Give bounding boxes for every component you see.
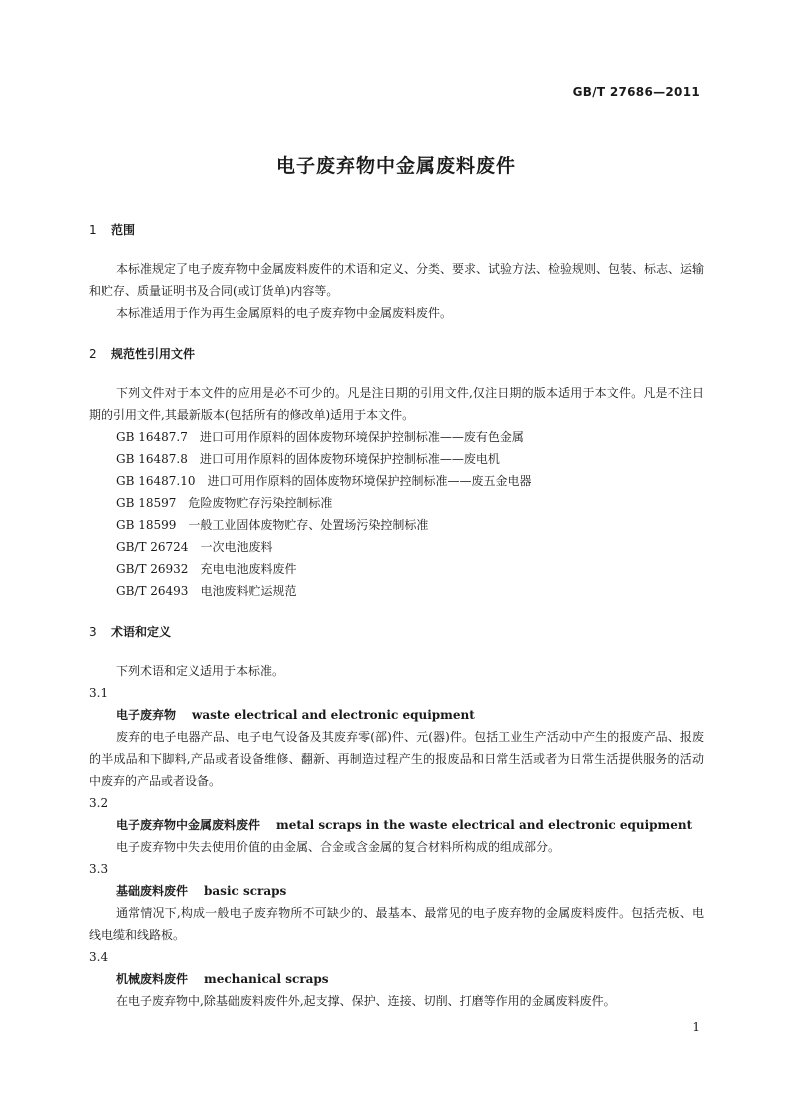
- reference-title: 一次电池废料: [200, 540, 273, 554]
- section-number: 3: [89, 625, 97, 639]
- scope-paragraph: 本标准适用于作为再生金属原料的电子废弃物中金属废料废件。: [116, 306, 453, 320]
- reference-item: [89, 580, 704, 602]
- terms-intro: 下列术语和定义适用于本标准。: [116, 664, 285, 678]
- reference-title: 进口可用作原料的固体废物环境保护控制标准——废五金电器: [207, 474, 532, 488]
- term-definition: 废弃的电子电器产品、电子电气设备及其废弃零(部)件、元(器)件。包括工业生产活动中产生的报废产品、报废的半成品和下脚料,产品或者设备维修、翻新、再制造过程产生的报废品和日常生活或者为日常生活提供服务的活动中废弃的产品或者设备。: [89, 730, 704, 788]
- reference-title: 电池废料贮运规范: [200, 584, 297, 598]
- term-definition: 电子废弃物中失去使用价值的由金属、合金或含金属的复合材料所构成的组成部分。: [116, 840, 561, 854]
- reference-item: [89, 536, 704, 558]
- reference-code: GB/T 26724: [116, 540, 189, 554]
- section-number: 1: [89, 223, 97, 237]
- section-title: 术语和定义: [111, 625, 172, 639]
- page-number: 1: [692, 1020, 700, 1034]
- reference-item: [89, 470, 704, 492]
- reference-title: 进口可用作原料的固体废物环境保护控制标准——废有色金属: [199, 430, 524, 444]
- reference-code: GB 16487.10: [116, 474, 196, 488]
- section-title: 规范性引用文件: [111, 347, 196, 361]
- reference-code: GB/T 26932: [116, 562, 189, 576]
- document-body: [89, 220, 704, 1012]
- reference-title: 充电电池废料废件: [200, 562, 297, 576]
- reference-item: [89, 448, 704, 470]
- reference-code: GB/T 26493: [116, 584, 189, 598]
- section-title: 范围: [111, 223, 136, 237]
- section-2-heading: [89, 344, 704, 364]
- term-heading: [89, 880, 704, 902]
- term-name-zh: 基础废料废件: [116, 884, 189, 898]
- term-name-zh: 机械废料废件: [116, 972, 189, 986]
- reference-item: [89, 558, 704, 580]
- reference-title: 一般工业固体废物贮存、处置场污染控制标准: [188, 518, 429, 532]
- term-name-en: basic scraps: [204, 884, 287, 898]
- term-name-en: waste electrical and electronic equipment: [192, 708, 475, 722]
- reference-code: GB 18597: [116, 496, 177, 510]
- references-intro: 下列文件对于本文件的应用是必不可少的。凡是注日期的引用文件,仅注日期的版本适用于本文件。凡是不注日期的引用文件,其最新版本(包括所有的修改单)适用于本文件。: [89, 386, 704, 422]
- term-name-zh: 电子废弃物: [116, 708, 177, 722]
- term-number: 3.3: [89, 862, 109, 876]
- term-definition: 通常情况下,构成一般电子废弃物所不可缺少的、最基本、最常见的电子废弃物的金属废料废件。包括壳板、电线电缆和线路板。: [89, 906, 704, 942]
- section-number: 2: [89, 347, 97, 361]
- reference-title: 危险废物贮存污染控制标准: [188, 496, 333, 510]
- term-heading: [89, 704, 704, 726]
- section-1-heading: [89, 220, 704, 240]
- term-heading: [89, 814, 704, 836]
- document-title: 电子废弃物中金属废料废件: [275, 155, 516, 177]
- section-3-heading: [89, 622, 704, 642]
- reference-item: [89, 514, 704, 536]
- term-heading: [89, 968, 704, 990]
- term-definition: 在电子废弃物中,除基础废料废件外,起支撑、保护、连接、切削、打磨等作用的金属废料废件。: [116, 994, 616, 1008]
- reference-item: [89, 492, 704, 514]
- reference-code: GB 16487.8: [116, 452, 188, 466]
- term-name-zh: 电子废弃物中金属废料废件: [116, 818, 261, 832]
- scope-paragraph: 本标准规定了电子废弃物中金属废料废件的术语和定义、分类、要求、试验方法、检验规则、包装、标志、运输和贮存、质量证明书及合同(或订货单)内容等。: [89, 262, 705, 298]
- reference-code: GB 16487.7: [116, 430, 188, 444]
- reference-code: GB 18599: [116, 518, 177, 532]
- term-number: 3.1: [89, 686, 109, 700]
- term-name-en: mechanical scraps: [204, 972, 329, 986]
- term-number: 3.4: [89, 950, 109, 964]
- reference-title: 进口可用作原料的固体废物环境保护控制标准——废电机: [199, 452, 500, 466]
- term-name-en: metal scraps in the waste electrical and electronic equipment: [276, 818, 693, 832]
- term-number: 3.2: [89, 796, 109, 810]
- reference-item: [89, 426, 704, 448]
- standard-code: GB/T 27686—2011: [572, 85, 700, 99]
